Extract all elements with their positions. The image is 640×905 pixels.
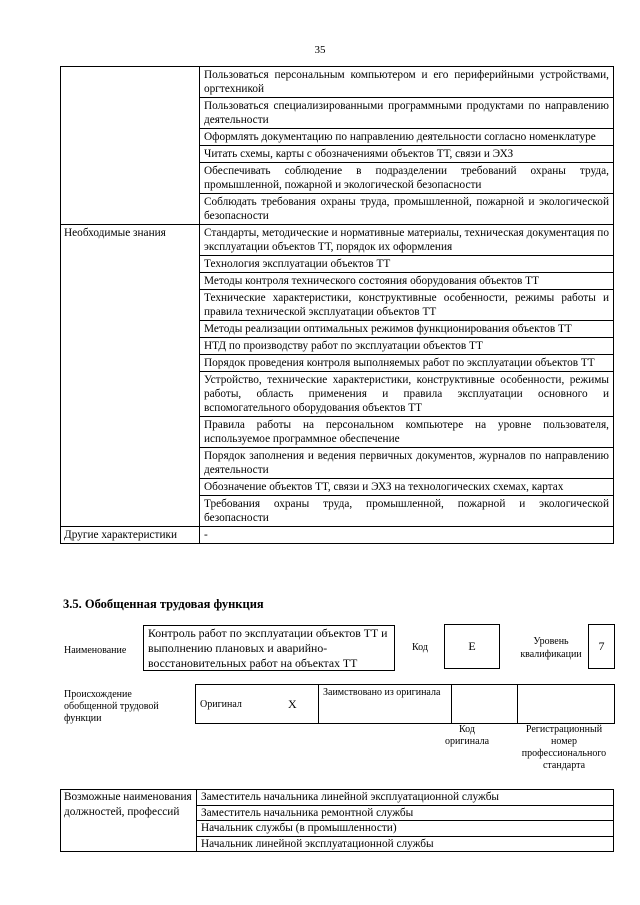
row-text: Оформлять документацию по направлению деятельности согласно номенклатуре xyxy=(200,129,614,146)
position-item: Заместитель начальника линейной эксплуатационной службы xyxy=(197,790,613,806)
original-mark: X xyxy=(274,685,319,724)
row-label: Другие характеристики xyxy=(61,527,200,544)
position-item: Начальник линейной эксплуатационной службы xyxy=(201,837,434,850)
positions-table xyxy=(60,789,614,852)
row-text: Обозначение объектов ТТ, связи и ЭХЗ на технологических схемах, картах xyxy=(200,479,614,496)
reg-number-cell xyxy=(518,685,615,724)
row-text: Правила работы на персональном компьютере на уровне пользователя, используемое программное обеспечение xyxy=(200,417,614,448)
row-text: НТД по производству работ по эксплуатации объектов ТТ xyxy=(200,338,614,355)
row-text: Пользоваться персональным компьютером и его периферийными устройствами, оргтехникой xyxy=(200,67,614,98)
requirements-table xyxy=(60,66,614,544)
row-text: Технология эксплуатации объектов ТТ xyxy=(200,256,614,273)
row-text: Стандарты, методические и нормативные материалы, техническая документация по эксплуатации объектов ТТ, порядок их оформления xyxy=(200,225,614,256)
level-label: Уровень квалификации xyxy=(520,636,582,660)
code-value: E xyxy=(444,624,500,669)
row-text: Порядок заполнения и ведения первичных документов, журналов по направлению деятельности xyxy=(200,448,614,479)
original-label: Оригинал xyxy=(196,685,275,724)
name-value: Контроль работ по эксплуатации объектов ТТ и выполнению плановых и аварийно-восстановительных работ на объектах ТТ xyxy=(143,625,395,671)
origin-label: Происхождение обобщенной трудовой функции xyxy=(64,689,159,724)
row-text: Порядок проведения контроля выполняемых работ по эксплуатации объектов ТТ xyxy=(200,355,614,372)
code-original-caption: Код оригинала xyxy=(444,724,490,747)
reg-number-caption: Регистрационный номер профессионального стандарта xyxy=(521,724,607,771)
positions-label: Возможные наименования должностей, профессий xyxy=(61,790,197,852)
row-text: Обеспечивать соблюдение в подразделении требований охраны труда, промышленной, пожарной и экологической безопасности xyxy=(200,163,614,194)
page-number: 35 xyxy=(314,44,326,56)
row-text: - xyxy=(200,527,614,544)
row-text: Пользоваться специализированными программными продуктами по направлению деятельности xyxy=(200,98,614,129)
borrowed-label: Заимствовано из оригинала xyxy=(319,685,452,724)
name-label: Наименование xyxy=(64,645,127,656)
row-text: Устройство, технические характеристики, конструктивные особенности, режимы работы, область применения и правила эксплуатации основного и вспомогательного оборудования объектов ТТ xyxy=(200,372,614,417)
table-row xyxy=(61,67,614,98)
row-text: Требования охраны труда, промышленной, пожарной и экологической безопасности xyxy=(200,496,614,527)
row-text: Соблюдать требования охраны труда, промышленной, пожарной и экологической безопасности xyxy=(200,194,614,225)
level-value: 7 xyxy=(588,624,615,669)
row-text: Методы контроля технического состояния оборудования объектов ТТ xyxy=(200,273,614,290)
code-label: Код xyxy=(412,642,428,653)
row-text: Технические характеристики, конструктивные особенности, режимы работы и правила технической эксплуатации объектов ТТ xyxy=(200,290,614,321)
origin-table xyxy=(195,684,615,724)
positions-list xyxy=(197,790,614,852)
code-original-cell xyxy=(452,685,518,724)
position-item: Заместитель начальника ремонтной службы xyxy=(197,806,613,822)
row-label xyxy=(61,67,200,225)
row-text: Методы реализации оптимальных режимов функционирования объектов ТТ xyxy=(200,321,614,338)
table-row xyxy=(61,225,614,256)
row-text: Читать схемы, карты с обозначениями объектов ТТ, связи и ЭХЗ xyxy=(200,146,614,163)
row-label: Необходимые знания xyxy=(61,225,200,527)
table-row xyxy=(61,527,614,544)
section-heading: 3.5. Обобщенная трудовая функция xyxy=(63,597,264,611)
position-item: Начальник службы (в промышленности) xyxy=(197,821,613,837)
